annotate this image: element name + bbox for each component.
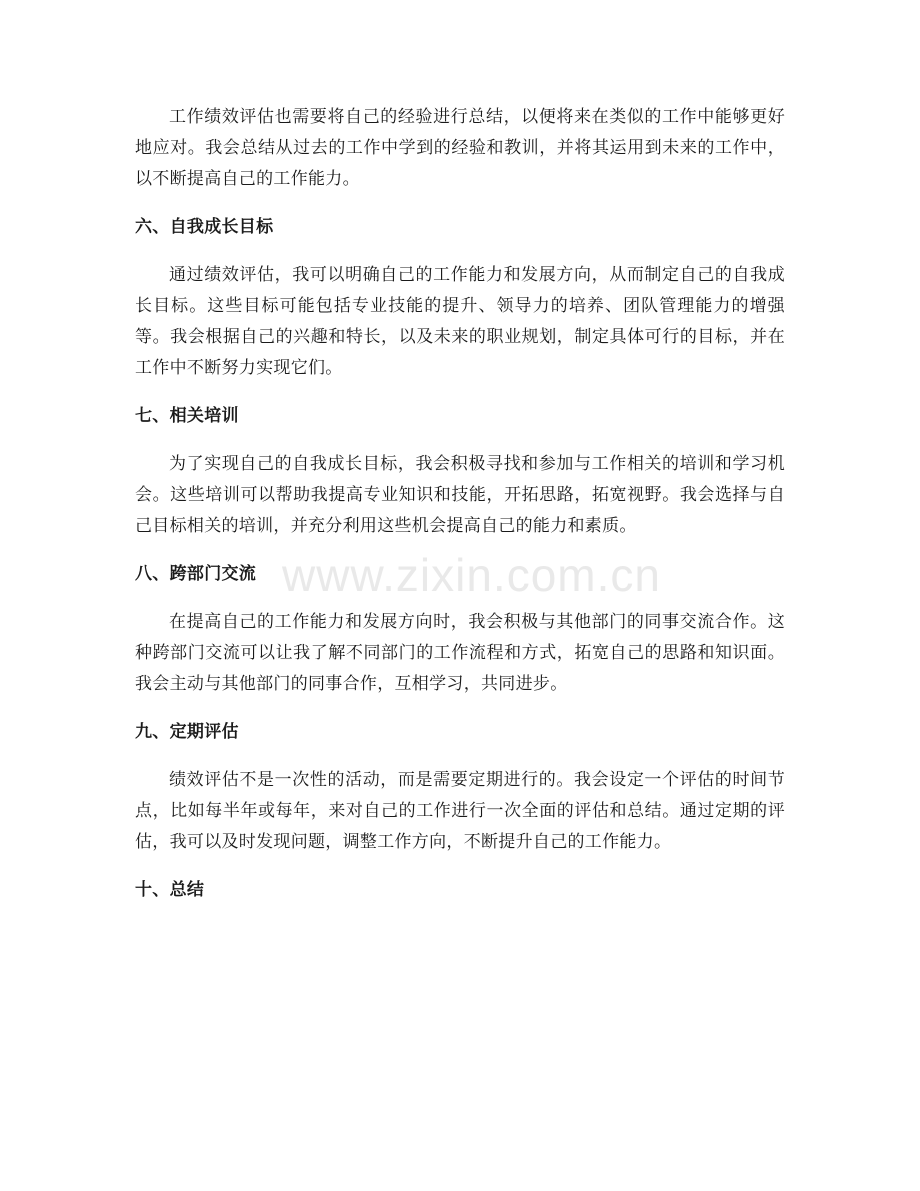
- section-paragraph-6: 通过绩效评估，我可以明确自己的工作能力和发展方向，从而制定自己的自我成长目标。这些目标可能包括专业技能的提升、领导力的培养、团队管理能力的增强等。我会根据自己的兴趣和特长，以及未来的职业规划，制定具体可行的目标，并在工作中不断努力实现它们。: [135, 265, 785, 378]
- watermark: www.zixin.com.cn: [282, 549, 661, 601]
- section-heading-9: 九、定期评估: [135, 722, 239, 742]
- section-paragraph-9: 绩效评估不是一次性的活动，而是需要定期进行的。我会设定一个评估的时间节点，比如每半年或每年，来对自己的工作进行一次全面的评估和总结。通过定期的评估，我可以及时发现问题，调整工作方向，不断提升自己的工作能力。: [135, 770, 785, 852]
- section-heading-8: 八、跨部门交流: [135, 564, 257, 584]
- document-body: [135, 102, 785, 906]
- section-paragraph-8: 在提高自己的工作能力和发展方向时，我会积极与其他部门的同事交流合作。这种跨部门交流可以让我了解不同部门的工作流程和方式，拓宽自己的思路和知识面。我会主动与其他部门的同事合作，互相学习，共同进步。: [135, 612, 785, 694]
- section-paragraph-7: 为了实现自己的自我成长目标，我会积极寻找和参加与工作相关的培训和学习机会。这些培训可以帮助我提高专业知识和技能，开拓思路，拓宽视野。我会选择与自己目标相关的培训，并充分利用这些机会提高自己的能力和素质。: [135, 454, 785, 536]
- intro-paragraph: 工作绩效评估也需要将自己的经验进行总结，以便将来在类似的工作中能够更好地应对。我会总结从过去的工作中学到的经验和教训，并将其运用到未来的工作中，以不断提高自己的工作能力。: [135, 107, 785, 189]
- section-heading-10: 十、总结: [135, 880, 205, 900]
- section-heading-7: 七、相关培训: [135, 406, 239, 426]
- section-heading-6: 六、自我成长目标: [135, 217, 274, 237]
